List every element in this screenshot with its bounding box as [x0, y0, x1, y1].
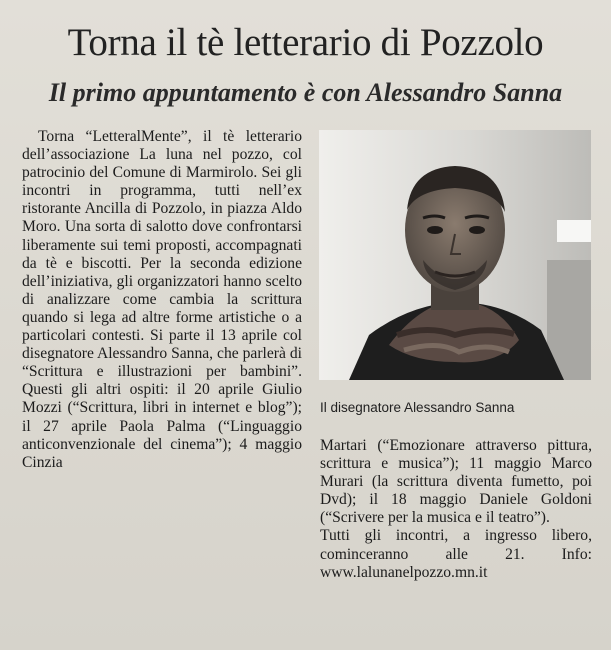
headline: Torna il tè letterario di Pozzolo [67, 21, 544, 64]
portrait-photo [319, 130, 591, 380]
subheadline: Il primo appuntamento è con Alessandro Sanna [48, 78, 563, 107]
article-right-column [320, 437, 592, 582]
article-left-column [22, 128, 302, 472]
article-body-right-2: Tutti gli incontri, a ingresso libero, cominceranno alle 21. Info: www.lalunanelpozzo.mn.it [320, 527, 592, 581]
photo-caption: Il disegnatore Alessandro Sanna [320, 400, 515, 415]
article-body-left: Torna “LetteralMente”, il tè letterario dell’associazione La luna nel pozzo, col patrocinio del Comune di Marmirolo. Sei gli incontri in programma, tutti nell’ex ristorante Ancilla di Pozzolo, in piazza Aldo Moro. Una sorta di salotto dove confrontarsi liberamente sui temi proposti, accompagnati da tè e biscotti. Per la seconda edizione dell’iniziativa, gli organizzatori hanno scelto di analizzare come cambia la scrittura quando si lega ad altre forme artistiche o a particolari contesti. Si parte il 13 aprile col disegnatore Alessandro Sanna, che parlerà di “Scrittura e illustrazioni per bambini”. Questi gli altri ospiti: il 20 aprile Giulio Mozzi (“Scrittura, libri in internet e blog”); il 27 aprile Paola Palma (“Linguaggio anticonvenzionale del cinema”); 4 maggio Cinzia [22, 128, 302, 471]
article-body-right-1: Martari (“Emozionare attraverso pittura, scrittura e musica”); 11 maggio Marco Murari (la scrittura diventa fumetto, poi Dvd); il 18 maggio Daniele Goldoni (“Scrivere per la musica e il teatro”). [320, 437, 592, 527]
portrait-illustration [319, 130, 591, 380]
